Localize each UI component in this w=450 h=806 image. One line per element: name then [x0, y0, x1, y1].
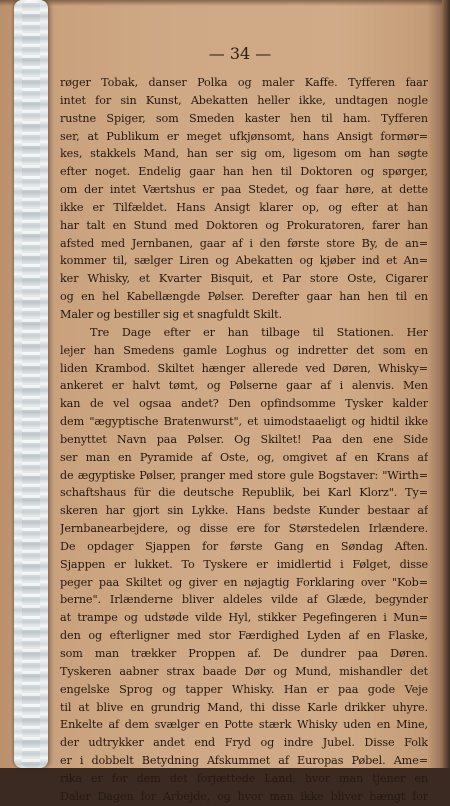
binding-cord [14, 0, 48, 768]
text-line: Enkelte af dem svælger en Potte stærk Whisky uden en Mine, [60, 718, 428, 732]
text-line: røger Tobak, danser Polka og maler Kaffe. Tyfferen faar [60, 76, 428, 89]
text-line: Daler Dagen for Arbejde, og hvor man ikke bliver hængt for [60, 789, 428, 803]
text-line: rustne Spiger, som Smeden kaster hen til ham. Tyfferen [60, 111, 428, 125]
text-line: afsted med Jernbanen, gaar af i den første store By, de an= [60, 236, 428, 250]
text-line: kan de vel ogsaa andet? Den opfindsomme Tysker kalder [60, 397, 428, 411]
text-line: at trampe og udstøde vilde Hyl, stikker Pegefingeren i Mun= [60, 611, 428, 625]
text-line: rika er for dem det forjættede Land, hvor man tjener en [60, 771, 428, 785]
text-line: schaftshaus für die deutsche Republik, bei Karl Klorz". Ty= [60, 486, 428, 500]
text-line: til at blive en grundrig Mand, thi disse Karle drikker uhyre. [60, 700, 428, 714]
text-line: er i dobbelt Betydning Afskummet af Europas Pøbel. Ame= [60, 754, 428, 768]
text-line: om der intet Værtshus er paa Stedet, og faar høre, at dette [60, 183, 428, 197]
text-line: den og efterligner med stor Færdighed Lyden af en Flaske, [60, 629, 428, 643]
text-line: der udtrykker andet end Fryd og indre Jubel. Disse Folk [60, 736, 428, 750]
text-line: har talt en Stund med Doktoren og Prokuratoren, farer han [60, 218, 428, 232]
text-line: Tre Dage efter er han tilbage til Stationen. Her [90, 325, 428, 339]
text-line: som man trækker Proppen af. De dundrer paa Døren. [60, 647, 428, 660]
text-line: peger paa Skiltet og giver en nøjagtig Forklaring over "Kob= [60, 575, 428, 589]
text-line: og en hel Kabellængde Pølser. Derefter gaar han hen til en [60, 290, 428, 304]
text-line: skeren har gjort sin Lykke. Hans bedste Kunder bestaar af [60, 504, 428, 518]
text-line: kes, stakkels Mand, han ser sig om, ligesom om han søgte [60, 147, 428, 161]
text-line: kommer til, sælger Liren og Abekatten og kjøber ind et An= [60, 254, 428, 268]
text-line: efter noget. Endelig gaar han hen til Doktoren og spørger, [60, 165, 428, 179]
text-line: benyttet Navn paa Pølser. Og Skiltet! Paa den ene Side [60, 432, 428, 446]
text-line: berne". Irlænderne bliver aldeles vilde af Glæde, begynder [60, 593, 428, 607]
text-line: engelske Sprog og tapper Whisky. Han er paa gode Veje [60, 682, 428, 696]
text-line: de ægyptiske Pølser, pranger med store gule Bogstaver: "Wirth= [60, 468, 428, 482]
page-number: — 34 — [208, 44, 272, 63]
text-line: liden Krambod. Skiltet hænger allerede ved Døren, Whisky= [60, 361, 428, 375]
text-line: De opdager Sjappen for første Gang en Søndag Aften. [60, 539, 428, 553]
text-line: Tyskeren aabner strax baade Dør og Mund, mishandler det [60, 664, 428, 678]
text-line: ser, at Publikum er meget ufkjønsomt, hans Ansigt formør= [60, 129, 428, 143]
text-line: intet for sin Kunst, Abekatten heller ikke, undtagen nogle [60, 93, 428, 107]
text-line: dem "ægyptische Bratenwurst", et uimodstaaeligt og hidtil ikke [60, 415, 428, 429]
text-line: Maler og bestiller sig et snagfuldt Skilt. [60, 307, 283, 321]
page-top-shadow [0, 0, 450, 6]
body-text [60, 74, 428, 806]
page-right-edge [442, 0, 450, 768]
text-line: ker Whisky, et Kvarter Bisquit, et Par store Oste, Cigarer [60, 272, 428, 286]
text-line: ser man en Pyramide af Oste, og, omgivet af en Krans af [60, 450, 428, 464]
text-line: Jernbanearbejdere, og disse ere for Størstedelen Irlændere. [60, 522, 428, 536]
text-line: ankeret er halvt tømt, og Pølserne gaar af i alenvis. Men [60, 379, 428, 393]
text-line: lejer han Smedens gamle Loghus og indretter det som en [60, 343, 428, 357]
text-line: ikke er Tilfældet. Hans Ansigt klarer op, og efter at han [60, 200, 428, 214]
text-line: Sjappen er lukket. To Tyskere er imidlertid i Følget, disse [60, 557, 428, 571]
